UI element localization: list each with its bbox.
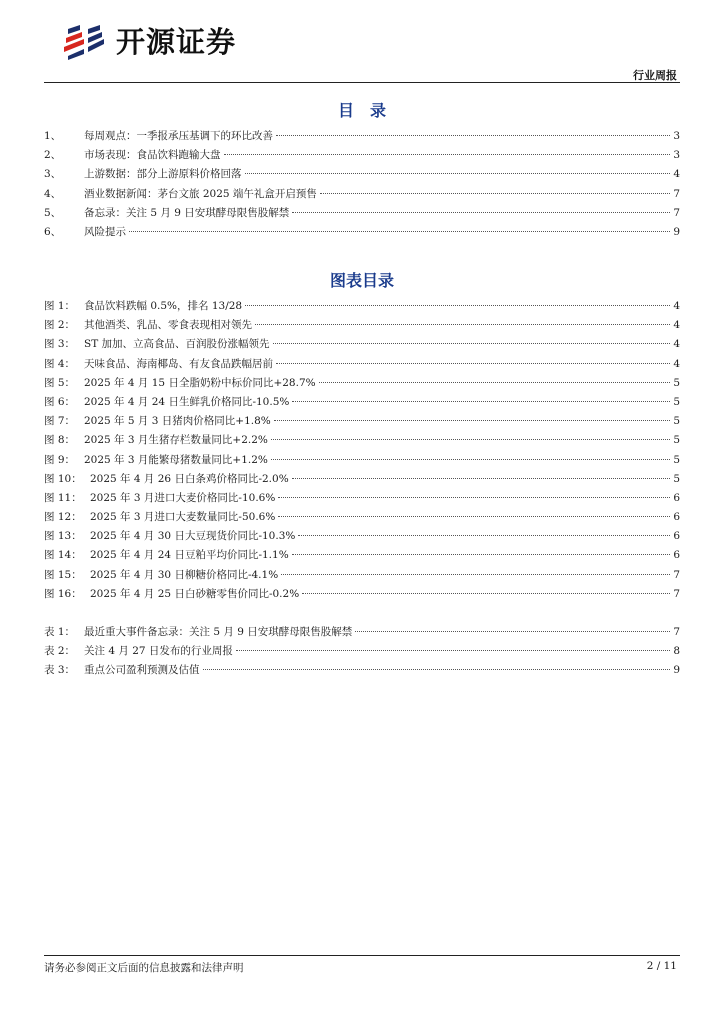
footer-divider	[44, 955, 680, 956]
figure-item[interactable]: 图 9： 2025 年 3 月能繁母猪数量同比+1.2% 5	[44, 453, 680, 466]
table-item[interactable]: 表 3： 重点公司盈利预测及估值 9	[44, 664, 680, 677]
table-list	[44, 624, 680, 682]
page-number: 2 / 11	[646, 960, 677, 972]
logo-text: 开源证券	[116, 25, 237, 59]
figure-item[interactable]: 图 4： 天味食品、海南椰岛、有友食品跌幅居前 4	[44, 357, 680, 370]
toc-item[interactable]: 5、 备忘录：关注 5 月 9 日安琪酵母限售股解禁 7	[44, 206, 680, 219]
toc-item[interactable]: 4、 酒业数据新闻：茅台文旅 2025 端午礼盒开启预售 7	[44, 187, 680, 200]
figure-item[interactable]: 图 11： 2025 年 3 月进口大麦价格同比-10.6% 6	[44, 491, 680, 504]
figure-item[interactable]: 图 7： 2025 年 5 月 3 日猪肉价格同比+1.8% 5	[44, 415, 680, 428]
table-item[interactable]: 表 1： 最近重大事件备忘录：关注 5 月 9 日安琪酵母限售股解禁 7	[44, 626, 680, 638]
toc-item[interactable]: 2、 市场表现：食品饮料跑输大盘 3	[44, 149, 680, 162]
table-item[interactable]: 表 2： 关注 4 月 27 日发布的行业周报 8	[44, 645, 680, 658]
figure-item[interactable]: 图 16： 2025 年 4 月 25 日白砂糖零售价同比-0.2% 7	[44, 587, 680, 600]
toc-item[interactable]: 6、 风险提示 9	[44, 225, 680, 238]
figure-item[interactable]: 图 5： 2025 年 4 月 15 日全脂奶粉中标价同比+28.7% 5	[44, 376, 680, 389]
figure-list	[44, 298, 680, 605]
toc-title: 目 录	[337, 101, 386, 120]
figure-item[interactable]: 图 12： 2025 年 3 月进口大麦数量同比-50.6% 6	[44, 511, 680, 524]
toc-item[interactable]: 3、 上游数据：部分上游原料价格回落 4	[44, 168, 680, 181]
toc-item[interactable]: 1、 每周观点：一季报承压基调下的环比改善 3	[44, 130, 680, 142]
header-divider	[44, 82, 680, 83]
figure-item[interactable]: 图 8： 2025 年 3 月生猪存栏数量同比+2.2% 5	[44, 434, 680, 447]
logo-mark-icon	[62, 23, 106, 61]
figure-item[interactable]: 图 14： 2025 年 4 月 24 日豆粕平均价同比-1.1% 6	[44, 549, 680, 562]
figure-item[interactable]: 图 2： 其他酒类、乳品、零食表现相对领先 4	[44, 319, 680, 332]
figure-item[interactable]: 图 6： 2025 年 4 月 24 日生鲜乳价格同比-10.5% 5	[44, 395, 680, 408]
figure-item[interactable]: 图 15： 2025 年 4 月 30 日柳糖价格同比-4.1% 7	[44, 568, 680, 581]
report-type-label: 行业周报	[633, 69, 677, 82]
figure-item[interactable]: 图 10： 2025 年 4 月 26 日白条鸡价格同比-2.0% 5	[44, 472, 680, 485]
figure-item[interactable]: 图 3： ST 加加、立高食品、百润股份涨幅领先 4	[44, 338, 680, 351]
company-logo	[62, 22, 236, 62]
figure-item[interactable]: 图 1： 食品饮料跌幅 0.5%，排名 13/28 4	[44, 300, 680, 312]
figures-title: 图表目录	[329, 271, 394, 290]
disclaimer-note: 请务必参阅正文后面的信息披露和法律声明	[44, 962, 244, 974]
toc-list	[44, 128, 680, 243]
figure-item[interactable]: 图 13： 2025 年 4 月 30 日大豆现货价同比-10.3% 6	[44, 530, 680, 543]
